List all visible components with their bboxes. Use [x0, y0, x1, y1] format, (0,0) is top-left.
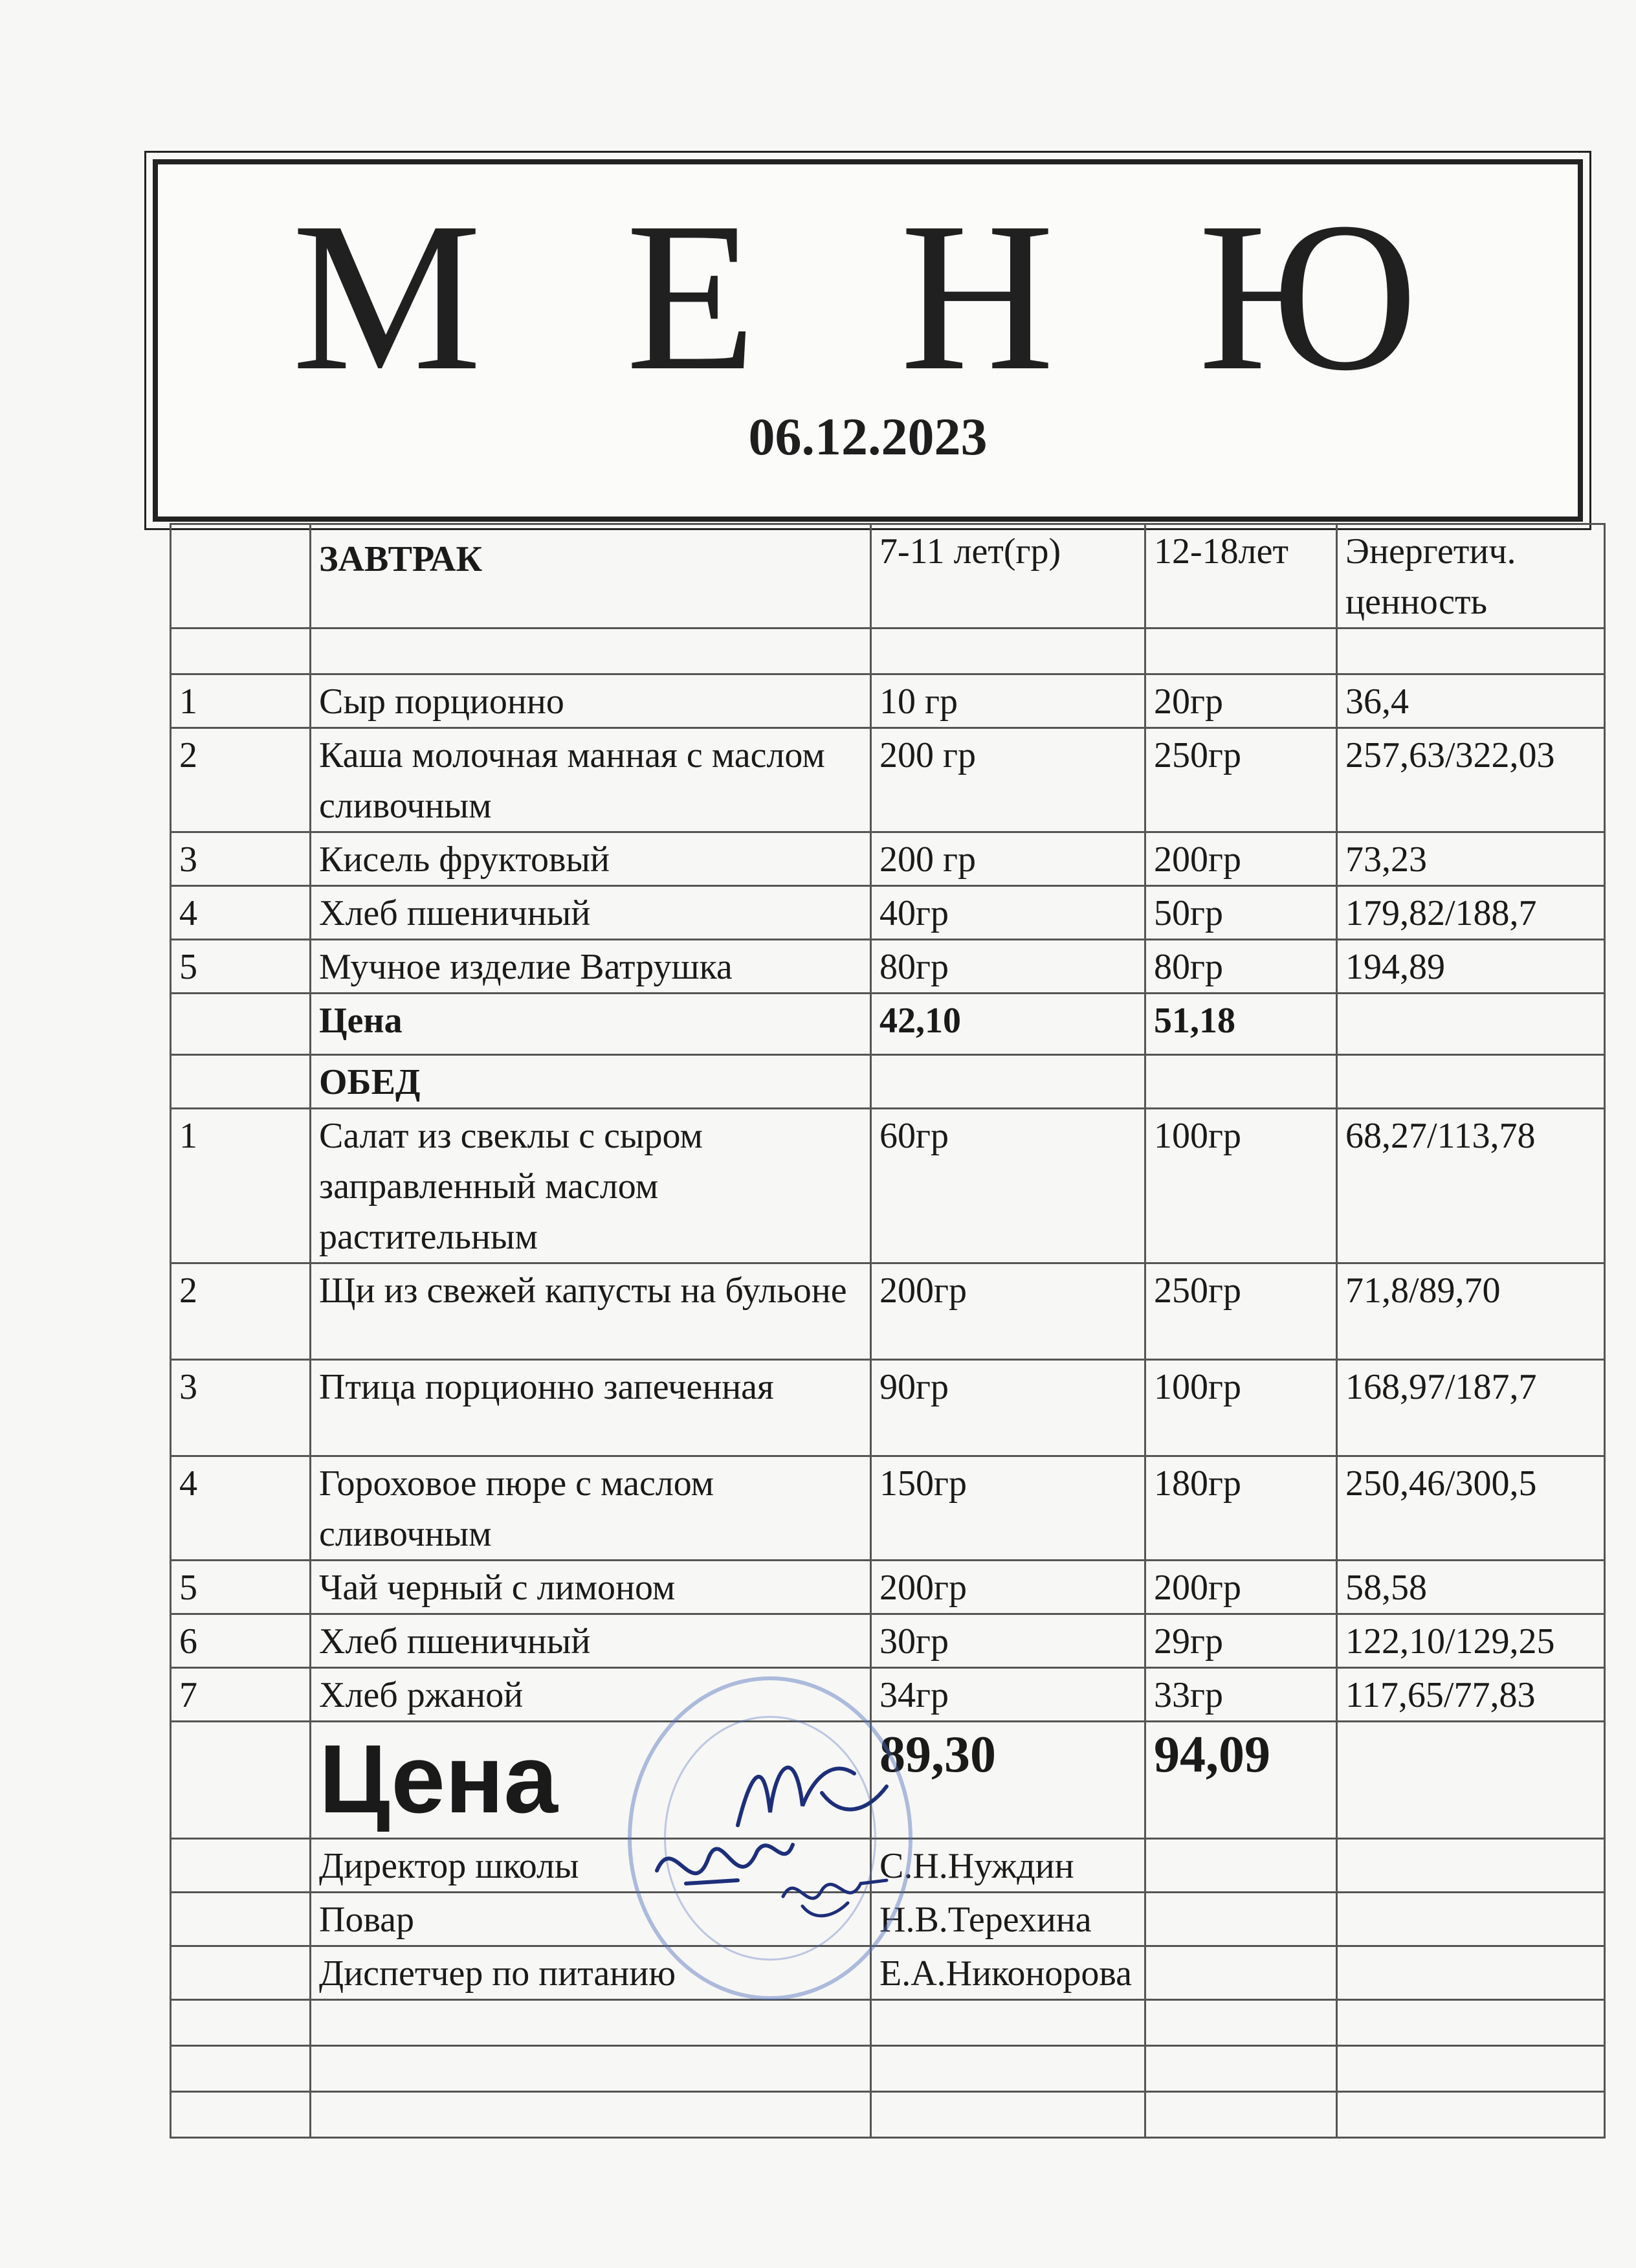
row-number: 3 — [171, 1360, 311, 1456]
price-label: Цена — [311, 994, 871, 1055]
portion-7-11: 40гр — [871, 886, 1145, 940]
row-number: 5 — [171, 940, 311, 994]
row-number: 2 — [171, 1263, 311, 1360]
menu-title: М Е Н Ю — [292, 179, 1444, 415]
portion-12-18: 100гр — [1145, 1360, 1337, 1456]
dish-name: Щи из свежей капусты на бульоне — [311, 1263, 871, 1360]
table-row — [171, 1561, 1605, 1614]
price-12-18: 51,18 — [1145, 994, 1337, 1055]
dish-name: Чай черный с лимоном — [311, 1561, 871, 1614]
portion-12-18: 250гр — [1145, 728, 1337, 832]
menu-date: 06.12.2023 — [748, 407, 988, 466]
portion-7-11: 150гр — [871, 1456, 1145, 1561]
price-label: Цена — [311, 1722, 871, 1839]
portion-7-11: 10 гр — [871, 674, 1145, 728]
portion-12-18: 250гр — [1145, 1263, 1337, 1360]
table-row — [171, 886, 1605, 940]
table-row — [171, 728, 1605, 832]
price-7-11: 42,10 — [871, 994, 1145, 1055]
dish-name: Мучное изделие Ватрушка — [311, 940, 871, 994]
portion-12-18: 200гр — [1145, 832, 1337, 886]
dish-name: Птица порционно запеченная — [311, 1360, 871, 1456]
portion-7-11: 200 гр — [871, 832, 1145, 886]
lunch-price-row — [171, 1722, 1605, 1839]
table-row — [171, 1109, 1605, 1263]
table-row — [171, 1456, 1605, 1561]
table-row — [171, 832, 1605, 886]
price-7-11: 89,30 — [871, 1722, 1145, 1839]
energy-value: 36,4 — [1337, 674, 1605, 728]
row-number: 5 — [171, 1561, 311, 1614]
portion-12-18: 29гр — [1145, 1614, 1337, 1668]
portion-12-18: 20гр — [1145, 674, 1337, 728]
energy-value: 179,82/188,7 — [1337, 886, 1605, 940]
blank-row — [171, 2046, 1605, 2092]
row-number: 3 — [171, 832, 311, 886]
blank-row — [171, 2092, 1605, 2138]
signature-row — [171, 1893, 1605, 1946]
portion-7-11: 200гр — [871, 1561, 1145, 1614]
signature-role: Диспетчер по питанию — [311, 1946, 871, 2000]
energy-value: 257,63/322,03 — [1337, 728, 1605, 832]
row-number: 1 — [171, 1109, 311, 1263]
table-row — [171, 1668, 1605, 1722]
row-number: 4 — [171, 886, 311, 940]
portion-12-18: 100гр — [1145, 1109, 1337, 1263]
portion-7-11: 60гр — [871, 1109, 1145, 1263]
portion-7-11: 34гр — [871, 1668, 1145, 1722]
dish-name: Сыр порционно — [311, 674, 871, 728]
lunch-section-title: ОБЕД — [311, 1055, 871, 1109]
dish-name: Салат из свеклы с сыром заправленный маслом растительным — [311, 1109, 871, 1263]
breakfast-price-row — [171, 994, 1605, 1055]
signature-row — [171, 1946, 1605, 2000]
energy-value: 58,58 — [1337, 1561, 1605, 1614]
table-row — [171, 1614, 1605, 1668]
portion-12-18: 200гр — [1145, 1561, 1337, 1614]
table-row — [171, 674, 1605, 728]
portion-7-11: 200гр — [871, 1263, 1145, 1360]
signature-role: Директор школы — [311, 1839, 871, 1893]
energy-value: 71,8/89,70 — [1337, 1263, 1605, 1360]
portion-12-18: 33гр — [1145, 1668, 1337, 1722]
dish-name: Каша молочная манная с маслом сливочным — [311, 728, 871, 832]
portion-7-11: 90гр — [871, 1360, 1145, 1456]
dish-name: Хлеб ржаной — [311, 1668, 871, 1722]
header-age-7-11: 7-11 лет(гр) — [871, 524, 1145, 628]
portion-12-18: 50гр — [1145, 886, 1337, 940]
table-row — [171, 940, 1605, 994]
dish-name: Хлеб пшеничный — [311, 1614, 871, 1668]
row-number: 4 — [171, 1456, 311, 1561]
title-box — [153, 159, 1583, 522]
header-num-cell — [171, 524, 311, 628]
signature-name: Е.А.Никонорова — [871, 1946, 1145, 2000]
dish-name: Гороховое пюре с маслом сливочным — [311, 1456, 871, 1561]
row-number: 6 — [171, 1614, 311, 1668]
dish-name: Хлеб пшеничный — [311, 886, 871, 940]
energy-value: 117,65/77,83 — [1337, 1668, 1605, 1722]
signature-row — [171, 1839, 1605, 1893]
portion-7-11: 30гр — [871, 1614, 1145, 1668]
lunch-section-row — [171, 1055, 1605, 1109]
row-number: 2 — [171, 728, 311, 832]
portion-12-18: 80гр — [1145, 940, 1337, 994]
portion-7-11: 80гр — [871, 940, 1145, 994]
energy-value: 73,23 — [1337, 832, 1605, 886]
energy-value: 250,46/300,5 — [1337, 1456, 1605, 1561]
signature-role: Повар — [311, 1893, 871, 1946]
header-energy: Энергетич. ценность — [1337, 524, 1605, 628]
row-number: 1 — [171, 674, 311, 728]
portion-7-11: 200 гр — [871, 728, 1145, 832]
table-header-row — [171, 524, 1605, 628]
row-number: 7 — [171, 1668, 311, 1722]
blank-row — [171, 2000, 1605, 2046]
energy-value: 194,89 — [1337, 940, 1605, 994]
energy-value: 122,10/129,25 — [1337, 1614, 1605, 1668]
price-12-18: 94,09 — [1145, 1722, 1337, 1839]
signature-name: Н.В.Терехина — [871, 1893, 1145, 1946]
energy-value: 168,97/187,7 — [1337, 1360, 1605, 1456]
breakfast-section-title: ЗАВТРАК — [311, 524, 871, 628]
table-row — [171, 1263, 1605, 1360]
energy-value: 68,27/113,78 — [1337, 1109, 1605, 1263]
blank-row — [171, 628, 1605, 674]
dish-name: Кисель фруктовый — [311, 832, 871, 886]
portion-12-18: 180гр — [1145, 1456, 1337, 1561]
header-age-12-18: 12-18лет — [1145, 524, 1337, 628]
menu-table — [170, 523, 1606, 2139]
signature-name: С.Н.Нуждин — [871, 1839, 1145, 1893]
table-row — [171, 1360, 1605, 1456]
